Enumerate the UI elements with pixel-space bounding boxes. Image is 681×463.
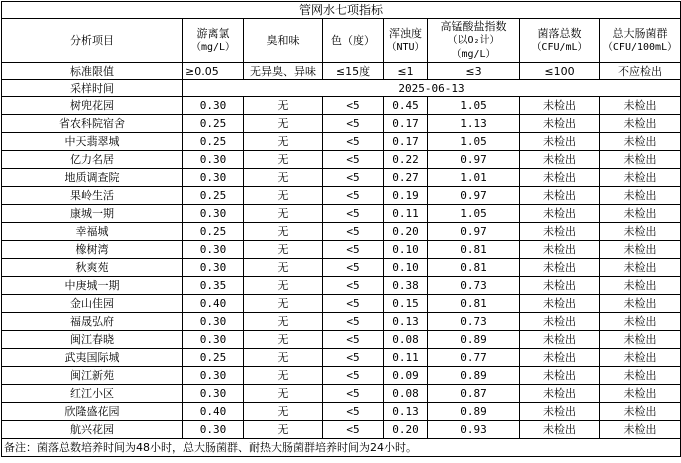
header-chlorine-unit: （mg/L） bbox=[190, 41, 236, 53]
chlorine-value: 0.30 bbox=[183, 151, 244, 169]
odor-value: 无 bbox=[244, 421, 323, 439]
colony-value: 未检出 bbox=[520, 133, 600, 151]
coliform-value: 未检出 bbox=[600, 331, 681, 349]
color-value: <5 bbox=[323, 241, 384, 259]
table-row bbox=[2, 223, 681, 241]
turbidity-value: 0.08 bbox=[384, 385, 428, 403]
chlorine-value: 0.30 bbox=[183, 205, 244, 223]
site-name: 福晟弘府 bbox=[2, 313, 183, 331]
header-odor: 臭和味 bbox=[244, 19, 323, 63]
chlorine-value: 0.25 bbox=[183, 349, 244, 367]
cod-value: 0.89 bbox=[428, 403, 520, 421]
color-value: <5 bbox=[323, 385, 384, 403]
cod-value: 0.93 bbox=[428, 421, 520, 439]
colony-value: 未检出 bbox=[520, 403, 600, 421]
table-title: 管网水七项指标 bbox=[2, 2, 681, 19]
odor-value: 无 bbox=[244, 331, 323, 349]
site-name: 橡树湾 bbox=[2, 241, 183, 259]
coliform-value: 未检出 bbox=[600, 403, 681, 421]
coliform-value: 未检出 bbox=[600, 259, 681, 277]
color-value: <5 bbox=[323, 403, 384, 421]
header-chlorine-name: 游离氯 bbox=[196, 26, 230, 40]
site-name: 中天翡翠城 bbox=[2, 133, 183, 151]
site-name: 武夷国际城 bbox=[2, 349, 183, 367]
cod-value: 0.89 bbox=[428, 331, 520, 349]
sampling-row bbox=[2, 80, 681, 97]
colony-value: 未检出 bbox=[520, 295, 600, 313]
color-value: <5 bbox=[323, 259, 384, 277]
table-row bbox=[2, 403, 681, 421]
chlorine-value: 0.30 bbox=[183, 331, 244, 349]
standard-colony: ≤100 bbox=[520, 63, 600, 80]
table-row bbox=[2, 259, 681, 277]
colony-value: 未检出 bbox=[520, 151, 600, 169]
site-name: 地质调查院 bbox=[2, 169, 183, 187]
turbidity-value: 0.27 bbox=[384, 169, 428, 187]
site-name: 幸福城 bbox=[2, 223, 183, 241]
colony-value: 未检出 bbox=[520, 349, 600, 367]
site-name: 闽江新苑 bbox=[2, 367, 183, 385]
coliform-value: 未检出 bbox=[600, 421, 681, 439]
header-colony-name: 菌落总数 bbox=[537, 26, 582, 40]
header-cod-name: 高锰酸盐指数 bbox=[440, 19, 507, 33]
chlorine-value: 0.25 bbox=[183, 223, 244, 241]
colony-value: 未检出 bbox=[520, 97, 600, 115]
site-name: 欣隆盛花园 bbox=[2, 403, 183, 421]
site-name: 秋爽苑 bbox=[2, 259, 183, 277]
color-value: <5 bbox=[323, 187, 384, 205]
color-value: <5 bbox=[323, 205, 384, 223]
odor-value: 无 bbox=[244, 277, 323, 295]
site-name: 果岭生活 bbox=[2, 187, 183, 205]
coliform-value: 未检出 bbox=[600, 241, 681, 259]
header-item: 分析项目 bbox=[2, 19, 183, 63]
header-chlorine bbox=[183, 19, 244, 63]
color-value: <5 bbox=[323, 169, 384, 187]
chlorine-value: 0.25 bbox=[183, 133, 244, 151]
table-row bbox=[2, 97, 681, 115]
standard-chlorine: ≥0.05 bbox=[183, 63, 244, 80]
cod-value: 0.81 bbox=[428, 295, 520, 313]
cod-value: 0.89 bbox=[428, 367, 520, 385]
colony-value: 未检出 bbox=[520, 223, 600, 241]
chlorine-value: 0.30 bbox=[183, 241, 244, 259]
coliform-value: 未检出 bbox=[600, 223, 681, 241]
table-row bbox=[2, 313, 681, 331]
turbidity-value: 0.20 bbox=[384, 421, 428, 439]
header-cod bbox=[428, 19, 520, 63]
header-coliform-name: 总大肠菌群 bbox=[612, 26, 668, 40]
turbidity-value: 0.22 bbox=[384, 151, 428, 169]
footnote: 备注：菌落总数培养时间为48小时，总大肠菌群、耐热大肠菌群培养时间为24小时。 bbox=[2, 439, 681, 457]
data-rows bbox=[2, 97, 681, 439]
cod-value: 0.97 bbox=[428, 223, 520, 241]
cod-value: 1.13 bbox=[428, 115, 520, 133]
odor-value: 无 bbox=[244, 151, 323, 169]
odor-value: 无 bbox=[244, 259, 323, 277]
table-row bbox=[2, 187, 681, 205]
chlorine-value: 0.30 bbox=[183, 313, 244, 331]
header-cod-basis: （以O₂计） bbox=[447, 34, 500, 46]
odor-value: 无 bbox=[244, 241, 323, 259]
table-row bbox=[2, 151, 681, 169]
odor-value: 无 bbox=[244, 205, 323, 223]
turbidity-value: 0.11 bbox=[384, 349, 428, 367]
colony-value: 未检出 bbox=[520, 331, 600, 349]
cod-value: 0.81 bbox=[428, 259, 520, 277]
odor-value: 无 bbox=[244, 187, 323, 205]
odor-value: 无 bbox=[244, 349, 323, 367]
cod-value: 0.97 bbox=[428, 187, 520, 205]
color-value: <5 bbox=[323, 421, 384, 439]
table-row bbox=[2, 295, 681, 313]
odor-value: 无 bbox=[244, 115, 323, 133]
table-row bbox=[2, 241, 681, 259]
standard-turbidity: ≤1 bbox=[384, 63, 428, 80]
site-name: 亿力名居 bbox=[2, 151, 183, 169]
colony-value: 未检出 bbox=[520, 313, 600, 331]
coliform-value: 未检出 bbox=[600, 115, 681, 133]
table-row bbox=[2, 349, 681, 367]
colony-value: 未检出 bbox=[520, 115, 600, 133]
color-value: <5 bbox=[323, 313, 384, 331]
site-name: 金山佳园 bbox=[2, 295, 183, 313]
water-quality-table bbox=[1, 1, 681, 457]
color-value: <5 bbox=[323, 115, 384, 133]
odor-value: 无 bbox=[244, 403, 323, 421]
table-row bbox=[2, 205, 681, 223]
colony-value: 未检出 bbox=[520, 385, 600, 403]
standard-cod: ≤3 bbox=[428, 63, 520, 80]
odor-value: 无 bbox=[244, 295, 323, 313]
turbidity-value: 0.10 bbox=[384, 241, 428, 259]
colony-value: 未检出 bbox=[520, 241, 600, 259]
cod-value: 1.01 bbox=[428, 169, 520, 187]
table-row bbox=[2, 133, 681, 151]
coliform-value: 未检出 bbox=[600, 97, 681, 115]
cod-value: 0.87 bbox=[428, 385, 520, 403]
site-name: 中庚城一期 bbox=[2, 277, 183, 295]
coliform-value: 未检出 bbox=[600, 277, 681, 295]
chlorine-value: 0.30 bbox=[183, 259, 244, 277]
header-turbidity-name: 浑浊度 bbox=[389, 26, 422, 40]
coliform-value: 未检出 bbox=[600, 133, 681, 151]
site-name: 树兜花园 bbox=[2, 97, 183, 115]
colony-value: 未检出 bbox=[520, 187, 600, 205]
chlorine-value: 0.25 bbox=[183, 115, 244, 133]
odor-value: 无 bbox=[244, 97, 323, 115]
chlorine-value: 0.40 bbox=[183, 403, 244, 421]
color-value: <5 bbox=[323, 349, 384, 367]
cod-value: 0.77 bbox=[428, 349, 520, 367]
chlorine-value: 0.25 bbox=[183, 187, 244, 205]
color-value: <5 bbox=[323, 331, 384, 349]
coliform-value: 未检出 bbox=[600, 205, 681, 223]
table-row bbox=[2, 421, 681, 439]
turbidity-value: 0.11 bbox=[384, 205, 428, 223]
colony-value: 未检出 bbox=[520, 277, 600, 295]
odor-value: 无 bbox=[244, 133, 323, 151]
site-name: 航兴花园 bbox=[2, 421, 183, 439]
color-value: <5 bbox=[323, 151, 384, 169]
coliform-value: 未检出 bbox=[600, 151, 681, 169]
turbidity-value: 0.08 bbox=[384, 331, 428, 349]
odor-value: 无 bbox=[244, 169, 323, 187]
odor-value: 无 bbox=[244, 223, 323, 241]
coliform-value: 未检出 bbox=[600, 349, 681, 367]
coliform-value: 未检出 bbox=[600, 385, 681, 403]
cod-value: 1.05 bbox=[428, 205, 520, 223]
chlorine-value: 0.30 bbox=[183, 385, 244, 403]
header-colony bbox=[520, 19, 600, 63]
odor-value: 无 bbox=[244, 313, 323, 331]
table-row bbox=[2, 385, 681, 403]
coliform-value: 未检出 bbox=[600, 313, 681, 331]
color-value: <5 bbox=[323, 367, 384, 385]
color-value: <5 bbox=[323, 277, 384, 295]
cod-value: 1.05 bbox=[428, 97, 520, 115]
turbidity-value: 0.13 bbox=[384, 313, 428, 331]
cod-value: 0.73 bbox=[428, 277, 520, 295]
header-coliform-unit: （CFU/100mL） bbox=[602, 41, 678, 53]
table-row bbox=[2, 367, 681, 385]
sampling-date: 2025-06-13 bbox=[183, 80, 681, 97]
cod-value: 1.05 bbox=[428, 133, 520, 151]
cod-value: 0.81 bbox=[428, 241, 520, 259]
header-turbidity bbox=[384, 19, 428, 63]
standard-label: 标准限值 bbox=[2, 63, 183, 80]
turbidity-value: 0.15 bbox=[384, 295, 428, 313]
color-value: <5 bbox=[323, 133, 384, 151]
header-color: 色（度） bbox=[323, 19, 384, 63]
color-value: <5 bbox=[323, 223, 384, 241]
sampling-label: 采样时间 bbox=[2, 80, 183, 97]
standard-coliform: 不应检出 bbox=[600, 63, 681, 80]
table-row bbox=[2, 169, 681, 187]
cod-value: 0.97 bbox=[428, 151, 520, 169]
turbidity-value: 0.17 bbox=[384, 115, 428, 133]
coliform-value: 未检出 bbox=[600, 367, 681, 385]
header-coliform bbox=[600, 19, 681, 63]
header-colony-unit: （CFU/mL） bbox=[531, 41, 588, 53]
colony-value: 未检出 bbox=[520, 169, 600, 187]
standard-odor: 无异臭、异味 bbox=[244, 63, 323, 80]
standard-color: ≤15度 bbox=[323, 63, 384, 80]
site-name: 省农科院宿舍 bbox=[2, 115, 183, 133]
turbidity-value: 0.09 bbox=[384, 367, 428, 385]
header-turbidity-unit: （NTU） bbox=[386, 41, 425, 53]
chlorine-value: 0.30 bbox=[183, 421, 244, 439]
color-value: <5 bbox=[323, 97, 384, 115]
turbidity-value: 0.13 bbox=[384, 403, 428, 421]
table-row bbox=[2, 277, 681, 295]
turbidity-value: 0.17 bbox=[384, 133, 428, 151]
cod-value: 0.73 bbox=[428, 313, 520, 331]
site-name: 康城一期 bbox=[2, 205, 183, 223]
table-row bbox=[2, 115, 681, 133]
coliform-value: 未检出 bbox=[600, 295, 681, 313]
chlorine-value: 0.40 bbox=[183, 295, 244, 313]
color-value: <5 bbox=[323, 295, 384, 313]
colony-value: 未检出 bbox=[520, 367, 600, 385]
colony-value: 未检出 bbox=[520, 421, 600, 439]
chlorine-value: 0.30 bbox=[183, 169, 244, 187]
standard-row bbox=[2, 63, 681, 80]
chlorine-value: 0.35 bbox=[183, 277, 244, 295]
turbidity-value: 0.19 bbox=[384, 187, 428, 205]
site-name: 闽江春晓 bbox=[2, 331, 183, 349]
odor-value: 无 bbox=[244, 385, 323, 403]
water-quality-sheet bbox=[1, 1, 680, 457]
site-name: 红江小区 bbox=[2, 385, 183, 403]
colony-value: 未检出 bbox=[520, 205, 600, 223]
turbidity-value: 0.10 bbox=[384, 259, 428, 277]
coliform-value: 未检出 bbox=[600, 169, 681, 187]
colony-value: 未检出 bbox=[520, 259, 600, 277]
coliform-value: 未检出 bbox=[600, 187, 681, 205]
odor-value: 无 bbox=[244, 367, 323, 385]
turbidity-value: 0.38 bbox=[384, 277, 428, 295]
chlorine-value: 0.30 bbox=[183, 367, 244, 385]
turbidity-value: 0.20 bbox=[384, 223, 428, 241]
turbidity-value: 0.45 bbox=[384, 97, 428, 115]
header-cod-unit: （mg/L） bbox=[451, 48, 496, 60]
chlorine-value: 0.30 bbox=[183, 97, 244, 115]
table-row bbox=[2, 331, 681, 349]
